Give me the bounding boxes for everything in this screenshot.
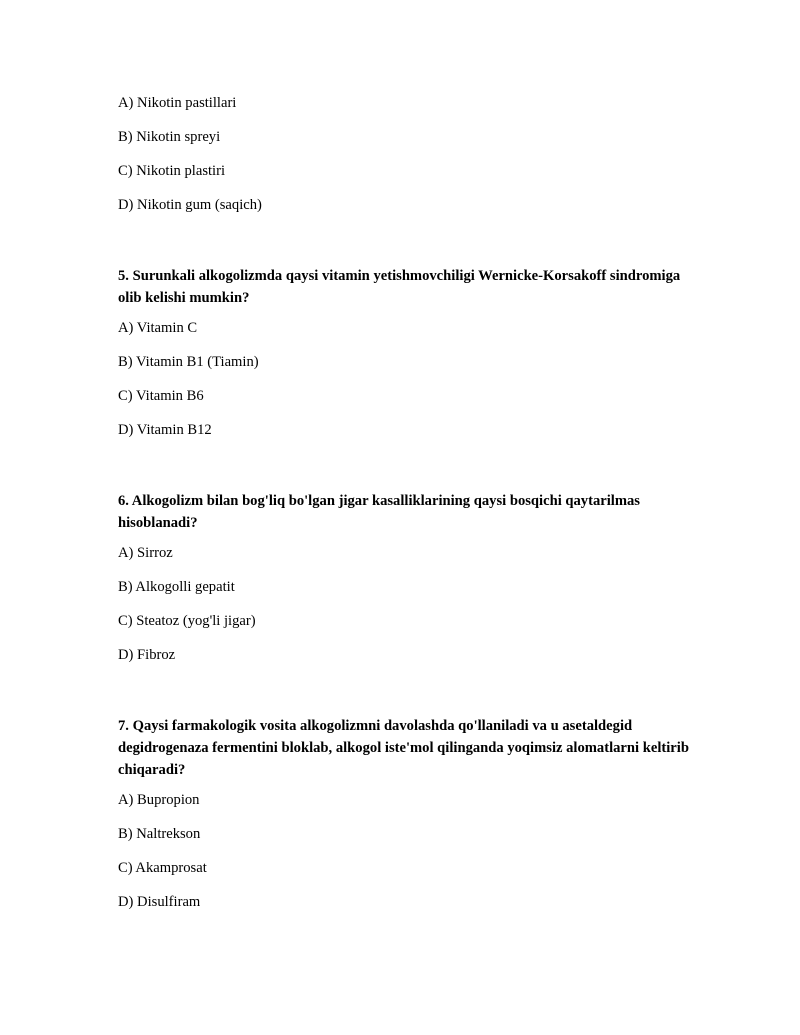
option-d: D) Disulfiram [118, 894, 201, 910]
option-b: B) Alkogolli gepatit [118, 579, 235, 595]
option-d: D) Nikotin gum (saqich) [118, 197, 262, 213]
option-c: C) Akamprosat [118, 860, 207, 876]
previous-question-options [118, 94, 698, 214]
option-a: A) Vitamin C [118, 320, 198, 336]
question-7 [118, 715, 698, 911]
question-6 [118, 490, 698, 664]
question-text: 5. Surunkali alkogolizmda qaysi vitamin yetishmovchiligi Wernicke-Korsakoff sindromiga olib kelishi mumkin? [118, 268, 681, 306]
option-a: A) Nikotin pastillari [118, 95, 237, 111]
option-c: C) Steatoz (yog'li jigar) [118, 613, 256, 629]
option-d: D) Vitamin B12 [118, 422, 212, 438]
question-text: 6. Alkogolizm bilan bog'liq bo'lgan jigar kasalliklarining qaysi bosqichi qaytarilmas hisoblanadi? [118, 493, 640, 531]
option-a: A) Bupropion [118, 792, 200, 808]
question-5 [118, 265, 698, 439]
document-page [118, 94, 698, 927]
spacer [118, 680, 698, 715]
option-c: C) Nikotin plastiri [118, 163, 226, 179]
option-c: C) Vitamin B6 [118, 388, 204, 404]
question-text: 7. Qaysi farmakologik vosita alkogolizmni davolashda qo'llaniladi va u asetaldegid degidrogenaza fermentini bloklab, alkogol iste'mol qilinganda yoqimsiz alomatlarni keltirib chiqaradi? [118, 718, 689, 778]
option-b: B) Naltrekson [118, 826, 201, 842]
option-b: B) Nikotin spreyi [118, 129, 221, 145]
option-d: D) Fibroz [118, 647, 176, 663]
spacer [118, 230, 698, 265]
option-a: A) Sirroz [118, 545, 173, 561]
option-b: B) Vitamin B1 (Tiamin) [118, 354, 259, 370]
spacer [118, 455, 698, 490]
